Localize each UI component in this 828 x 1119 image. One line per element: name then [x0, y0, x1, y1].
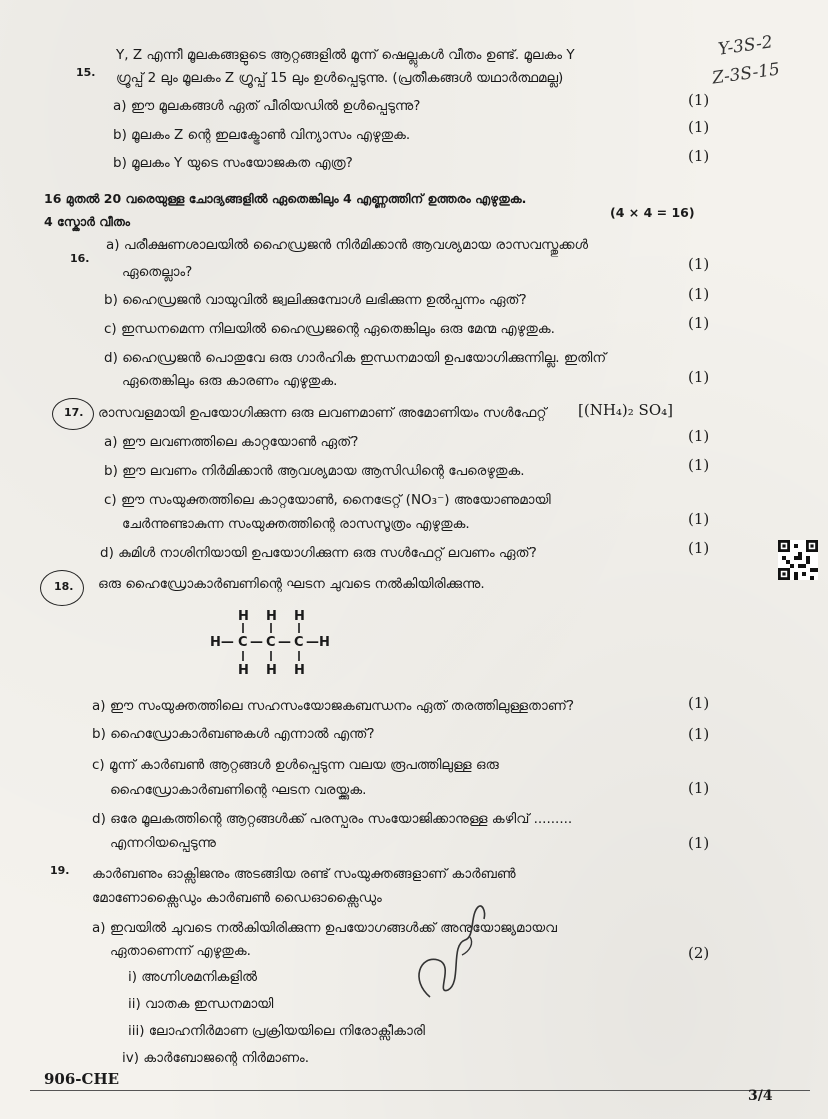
question-part: b) ഹൈഡ്രജൻ വായുവിൽ ജ്വലിക്കുമ്പോൾ ലഭിക്കുന്ന ഉൽപ്പന്നം ഏത്?	[104, 292, 527, 308]
section-score: (4 × 4 = 16)	[610, 205, 695, 220]
signature-scribble	[400, 885, 500, 1010]
question-part: a) ഇവയിൽ ചുവടെ നൽകിയിരിക്കുന്ന ഉപയോഗങ്ങൾക്ക് അനുയോജ്യമായവ	[92, 920, 558, 936]
question-part: c) ഈ സംയുക്തത്തിലെ കാറ്റയോൺ, നൈട്രേറ്റ് (NO₃⁻) അയോണുമായി	[104, 492, 551, 508]
marks: (1)	[688, 725, 710, 743]
paper-code: 906-CHE	[44, 1070, 120, 1088]
question-text: Y, Z എന്നീ മൂലകങ്ങളുടെ ആറ്റങ്ങളിൽ മൂന്ന് ഷെല്ലുകൾ വീതം ഉണ്ട്. മൂലകം Y	[116, 47, 575, 63]
atom-label: H	[294, 663, 305, 676]
question-part: ചേർന്നുണ്ടാകുന്ന സംയുക്തത്തിന്റെ രാസസൂത്രം എഴുതുക.	[122, 516, 470, 532]
marks: (1)	[688, 539, 710, 557]
section-instruction: 4 സ്കോർ വീതം	[44, 214, 131, 229]
question-part: ഏതാണെന്ന് എഴുതുക.	[110, 943, 251, 959]
atom-label: C	[238, 635, 248, 650]
list-item: i) അഗ്നിശമനികളിൽ	[128, 969, 258, 985]
question-number: 17.	[64, 406, 84, 419]
propane-structure-diagram	[210, 606, 340, 676]
qr-code-icon	[778, 540, 818, 580]
atom-label: H	[238, 663, 249, 676]
question-part: ഏതെങ്കിലും ഒരു കാരണം എഴുതുക.	[122, 373, 338, 389]
marks: (2)	[688, 944, 710, 962]
footer-divider	[30, 1090, 810, 1091]
question-part: b) മൂലകം Y യുടെ സംയോജകത എത്ര?	[113, 155, 353, 171]
marks: (1)	[688, 314, 710, 332]
marks: (1)	[688, 91, 710, 109]
list-item: iii) ലോഹനിർമാണ പ്രക്രിയയിലെ നിരോക്സീകാരി	[128, 1023, 425, 1039]
atom-label: H	[266, 609, 277, 624]
marks: (1)	[688, 147, 710, 165]
question-part: c) ഇന്ധനമെന്ന നിലയിൽ ഹൈഡ്രജന്റെ ഏതെങ്കിലും ഒരു മേന്മ എഴുതുക.	[104, 321, 555, 337]
question-part: d) ഒരേ മൂലകത്തിന്റെ ആറ്റങ്ങൾക്ക് പരസ്പരം സംയോജിക്കാനുള്ള കഴിവ് .........	[92, 811, 573, 827]
chemical-formula: [(NH₄)₂ SO₄]	[578, 401, 673, 419]
atom-label: H	[294, 609, 305, 624]
question-part: b) മൂലകം Z ന്റെ ഇലക്ട്രോൺ വിന്യാസം എഴുതുക.	[113, 127, 411, 143]
question-part: ഹൈഡ്രോകാർബണിന്റെ ഘടന വരയ്ക്കുക.	[110, 782, 367, 798]
list-item: ii) വാതക ഇന്ധനമായി	[128, 996, 274, 1012]
handwritten-note: Z-3S-15	[710, 59, 782, 89]
atom-label: —H	[306, 635, 330, 650]
marks: (1)	[688, 285, 710, 303]
question-text: ഒരു ഹൈഡ്രോകാർബണിന്റെ ഘടന ചുവടെ നൽകിയിരിക്കുന്നു.	[98, 576, 485, 592]
page-number: 3/4	[748, 1088, 773, 1104]
marks: (1)	[688, 456, 710, 474]
question-number: 16.	[70, 252, 90, 265]
question-part: ഏതെല്ലാം?	[122, 264, 193, 280]
marks: (1)	[688, 427, 710, 445]
question-part: a) ഈ മൂലകങ്ങൾ ഏത് പീരിയഡിൽ ഉൾപ്പെടുന്നു?	[113, 98, 421, 114]
marks: (1)	[688, 779, 710, 797]
question-part: c) മൂന്ന് കാർബൺ ആറ്റങ്ങൾ ഉൾപ്പെടുന്ന വലയ രൂപത്തിലുള്ള ഒരു	[92, 757, 499, 773]
list-item: iv) കാർബോജന്റെ നിർമാണം.	[122, 1050, 309, 1066]
question-number: 19.	[50, 864, 70, 877]
question-part: b) ഈ ലവണം നിർമിക്കാൻ ആവശ്യമായ ആസിഡിന്റെ പേരെഴുതുക.	[104, 463, 525, 479]
question-part: a) ഈ ലവണത്തിലെ കാറ്റയോൺ ഏത്?	[104, 434, 359, 450]
question-part: a) പരീക്ഷണശാലയിൽ ഹൈഡ്രജൻ നിർമിക്കാൻ ആവശ്യമായ രാസവസ്തുക്കൾ	[106, 237, 589, 253]
atom-label: H—	[210, 635, 234, 650]
question-text: കാർബണും ഓക്സിജനും അടങ്ങിയ രണ്ട് സംയുക്തങ്ങളാണ് കാർബൺ	[92, 866, 516, 882]
marks: (1)	[688, 255, 710, 273]
atom-label: H	[238, 609, 249, 624]
question-part: a) ഈ സംയുക്തത്തിലെ സഹസംയോജകബന്ധനം ഏത് തരത്തിലുള്ളതാണ്?	[92, 698, 575, 714]
question-number: 15.	[76, 66, 96, 79]
bond-label: —	[278, 635, 291, 650]
question-text: രാസവളമായി ഉപയോഗിക്കുന്ന ഒരു ലവണമാണ് അമോണിയം സൾഫേറ്റ്	[98, 405, 547, 421]
marks: (1)	[688, 694, 710, 712]
marks: (1)	[688, 510, 710, 528]
handwritten-note: Y-3S-2	[716, 32, 774, 60]
question-part: b) ഹൈഡ്രോകാർബണുകൾ എന്നാൽ എന്ത്?	[92, 726, 375, 742]
marks: (1)	[688, 368, 710, 386]
question-part: d) കുമിൾ നാശിനിയായി ഉപയോഗിക്കുന്ന ഒരു സൾഫേറ്റ് ലവണം ഏത്?	[100, 545, 537, 561]
atom-label: C	[266, 635, 276, 650]
question-part: d) ഹൈഡ്രജൻ പൊതുവേ ഒരു ഗാർഹിക ഇന്ധനമായി ഉപയോഗിക്കുന്നില്ല. ഇതിന്	[104, 350, 607, 366]
question-number: 18.	[54, 580, 74, 593]
marks: (1)	[688, 118, 710, 136]
atom-label: C	[294, 635, 304, 650]
atom-label: H	[266, 663, 277, 676]
question-part: എന്നറിയപ്പെടുന്നു	[110, 835, 216, 851]
question-text: ഗ്രൂപ്പ് 2 ലും മൂലകം Z ഗ്രൂപ്പ് 15 ലും ഉൾപ്പെടുന്നു. (പ്രതീകങ്ങൾ യഥാർത്ഥമല്ല)	[116, 70, 564, 86]
marks: (1)	[688, 834, 710, 852]
bond-label: —	[250, 635, 263, 650]
section-instruction: 16 മുതൽ 20 വരെയുള്ള ചോദ്യങ്ങളിൽ ഏതെങ്കിലും 4 എണ്ണത്തിന് ഉത്തരം എഴുതുക.	[44, 191, 527, 206]
question-text: മോണോക്സൈഡും കാർബൺ ഡൈഓക്സൈഡും	[92, 890, 382, 906]
